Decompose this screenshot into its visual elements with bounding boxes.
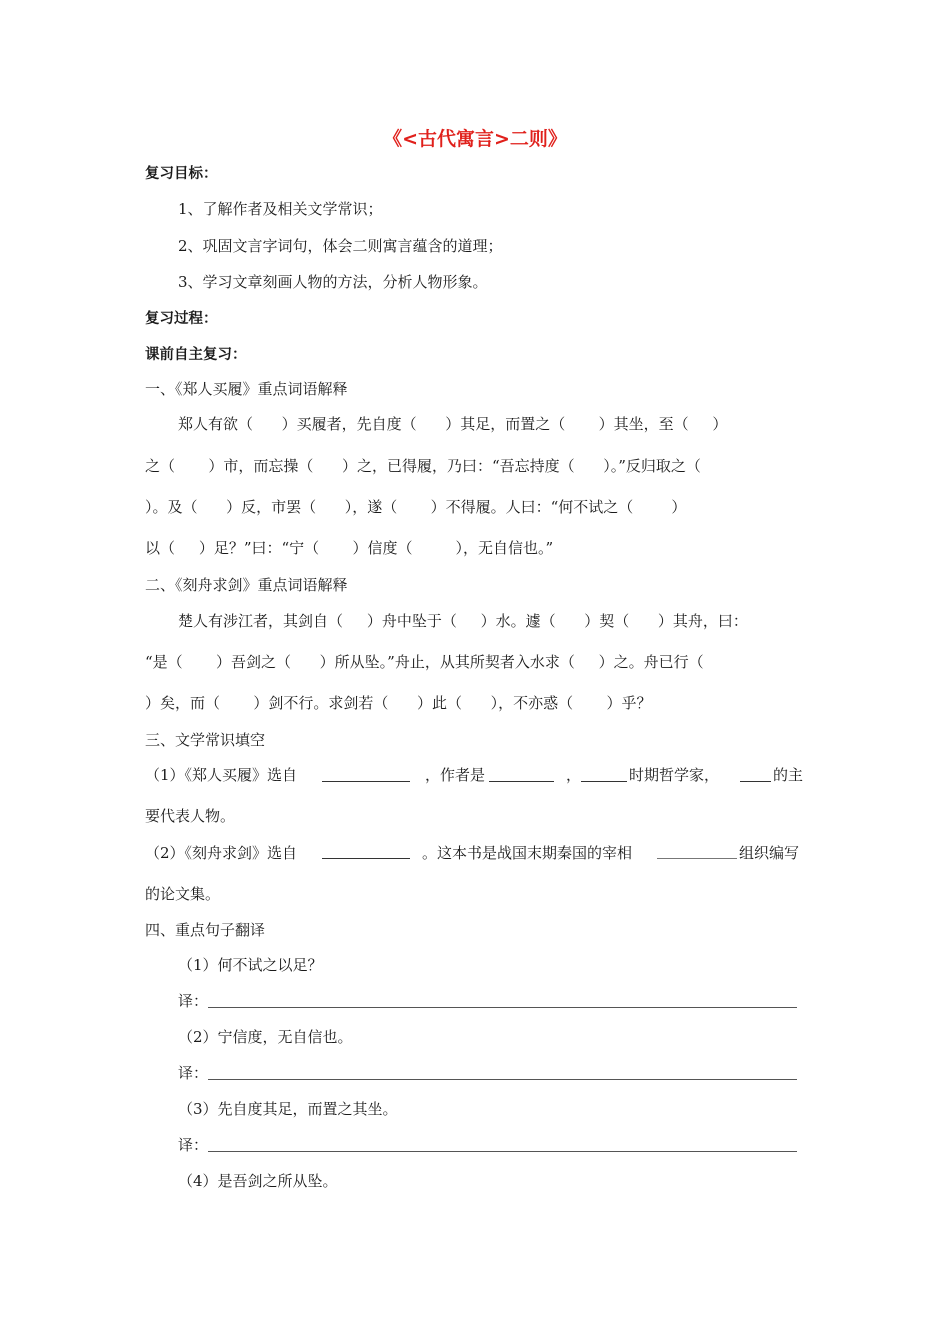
- sentence-item: （3）先自度其足，而置之其坐。: [178, 1100, 398, 1118]
- translation-blank[interactable]: [208, 1151, 797, 1152]
- sentence-item: （4）是吾剑之所从坠。: [178, 1172, 338, 1190]
- prestudy-heading: 课前自主复习：: [145, 347, 247, 363]
- translate-label: 译：: [178, 1064, 209, 1082]
- section2-line: ）矣，而（ ）剑不行。求剑若（ ）此（ ），不亦惑（ ）乎？: [145, 694, 652, 712]
- q1-author-text: ，作者是: [425, 766, 486, 784]
- blank-period[interactable]: [581, 781, 627, 782]
- translation-blank[interactable]: [208, 1007, 797, 1008]
- document-title: 《<古代寓言>二则》: [383, 128, 567, 150]
- translation-blank[interactable]: [208, 1079, 797, 1080]
- section2-line: “是（ ）吾剑之（ ）所从坠。”舟止，从其所契者入水求（ ）之。舟已行（: [145, 653, 704, 671]
- section1-line: 之（ ）市，而忘操（ ）之，已得履，乃曰：“吾忘持度（ ）。”反归取之（: [145, 457, 701, 475]
- objective-item: 1、了解作者及相关文学常识；: [178, 200, 383, 218]
- blank-source-1[interactable]: [322, 781, 410, 782]
- sentence-item: （1）何不试之以足？: [178, 956, 323, 974]
- blank-author[interactable]: [489, 781, 554, 782]
- q1-period-sep: ，: [566, 766, 582, 784]
- q2-line2: 的论文集。: [145, 885, 221, 903]
- blank-prime-minister[interactable]: [657, 858, 737, 859]
- section2-heading: 二、《刻舟求剑》重点词语解释: [145, 576, 348, 594]
- section2-line: 楚人有涉江者，其剑自（ ）舟中坠于（ ）水。遽（ ）契（ ）其舟，曰：: [178, 612, 748, 630]
- translate-label: 译：: [178, 1136, 209, 1154]
- section1-line: 以（ ）足？”曰：“宁（ ）信度（ ），无自信也。”: [145, 539, 554, 557]
- objective-item: 2、巩固文言字词句，体会二则寓言蕴含的道理；: [178, 237, 503, 255]
- translate-label: 译：: [178, 992, 209, 1010]
- section1-heading: 一、《郑人买履》重点词语解释: [145, 380, 348, 398]
- q1-prefix: （1）《郑人买履》选自: [145, 766, 298, 784]
- q1-line2: 要代表人物。: [145, 807, 236, 825]
- q2-prefix: （2）《刻舟求剑》选自: [145, 844, 298, 862]
- blank-school[interactable]: [740, 781, 771, 782]
- objective-item: 3、学习文章刻画人物的方法，分析人物形象。: [178, 273, 488, 291]
- section1-line: 郑人有欲（ ）买履者，先自度（ ）其足，而置之（ ）其坐，至（ ）: [178, 415, 728, 433]
- blank-source-2[interactable]: [322, 858, 410, 859]
- q2-mid-text: 。这本书是战国末期秦国的宰相: [422, 844, 633, 862]
- section4-heading: 四、重点句子翻译: [145, 921, 266, 939]
- q1-philosopher-text: 时期哲学家，: [629, 766, 720, 784]
- q2-end-text: 组织编写: [739, 844, 800, 862]
- section1-line: ）。及（ ）反，市罢（ ），遂（ ）不得履。人曰：“何不试之（ ）: [145, 498, 687, 516]
- section3-heading: 三、文学常识填空: [145, 731, 266, 749]
- q1-end-text: 的主: [773, 766, 804, 784]
- objectives-heading: 复习目标：: [145, 166, 218, 182]
- sentence-item: （2）宁信度，无自信也。: [178, 1028, 353, 1046]
- process-heading: 复习过程：: [145, 311, 218, 327]
